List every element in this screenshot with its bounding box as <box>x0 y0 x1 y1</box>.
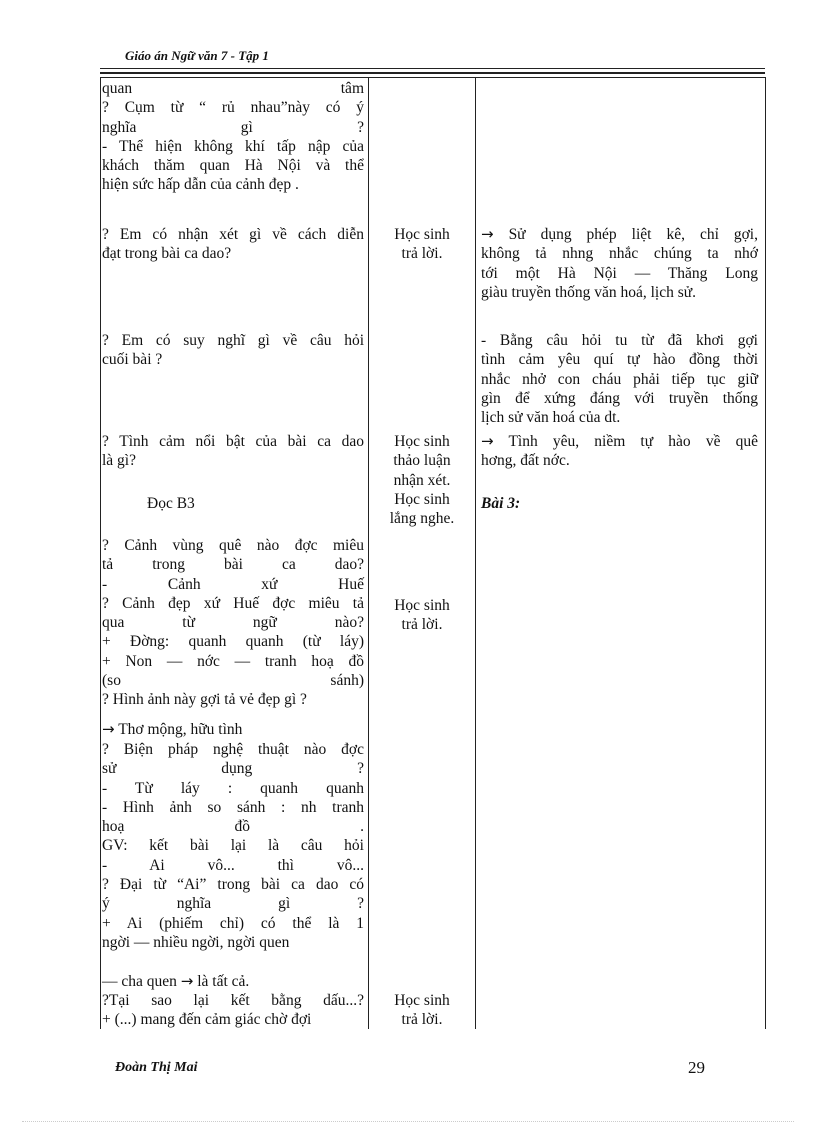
text-line: - Ai vô... thì vô... <box>102 856 364 874</box>
text-line: - Hình ảnh so sánh : nh tranh <box>102 798 364 816</box>
text-line: ? Cụm từ “ rủ nhau”này có ý <box>102 99 364 117</box>
text-line: tình cảm yêu quí tự hào đồng thời <box>481 351 758 369</box>
col1-block-question-expression <box>102 225 364 264</box>
text-line: ? Em có suy nghĩ gì về câu hỏi <box>102 332 364 349</box>
answer-listing-first: Sử dụng phép liệt kê, chỉ gợi, <box>508 226 758 243</box>
text-line: gìn để xứng đáng với truyền thống <box>481 389 758 407</box>
text-line: quan tâm <box>102 80 364 97</box>
text-line: khách thăm quan Hà Nội và thể <box>102 157 364 175</box>
text-line: ? Cảnh đẹp xứ Huế đợc miêu tả <box>102 594 364 612</box>
col1-answer-beauty <box>102 720 242 739</box>
text-line: lắng nghe. <box>389 510 455 528</box>
table-border-right <box>765 77 766 1029</box>
footer-author: Đoàn Thị Mai <box>115 1060 198 1075</box>
header-rule-thin <box>100 68 765 69</box>
table-border-left <box>100 77 101 1029</box>
table-border-col3 <box>475 77 476 1029</box>
text-line: ? Đại từ “Ai” trong bài ca dao có <box>102 876 364 894</box>
col1-block-ellipsis <box>102 991 364 1030</box>
text-line: trả lời. <box>401 1011 443 1029</box>
answer-beauty-text: Thơ mộng, hữu tình <box>118 721 243 738</box>
text-line: là gì? <box>102 452 136 470</box>
arrow-icon: → <box>481 432 494 450</box>
col3-answer-love <box>481 432 758 471</box>
text-line: - Bằng câu hỏi tu từ đã khơi gợi <box>481 332 758 349</box>
text-line: ý nghĩa gì ? <box>102 895 364 913</box>
answer-all-suffix: là tất cả. <box>197 973 250 990</box>
table-top-border <box>100 77 765 78</box>
col1-block-question-ending <box>102 331 364 370</box>
table-border-col2 <box>368 77 369 1029</box>
header-rule-thick <box>100 72 765 74</box>
text-line: nhắc nhở con cháu phải tiếp tục giữ <box>481 370 758 388</box>
text-line: tả trong bài ca dao? <box>102 556 364 574</box>
text-line: qua từ ngữ nào? <box>102 614 364 632</box>
answer-love-first: Tình yêu, niềm tự hào về quê <box>508 433 758 450</box>
text-line: Học sinh <box>394 226 450 243</box>
text-line: không tả nhng nhắc chúng ta nhớ <box>481 245 758 263</box>
text-line: (so sánh) <box>102 672 364 690</box>
col3-section-bai3: Bài 3: <box>481 495 521 512</box>
text-line: ? Biện pháp nghệ thuật nào đợc <box>102 741 364 758</box>
text-line: Học sinh <box>394 597 450 614</box>
col1-block-intro <box>102 79 364 195</box>
text-line: nhận xét. <box>393 471 451 489</box>
text-line: Học sinh <box>394 433 450 450</box>
col1-block-question-feeling <box>102 432 364 471</box>
col1-read-b3: Đọc B3 <box>147 495 195 512</box>
text-line: ? Tình cảm nổi bật của bài ca dao <box>102 433 364 450</box>
text-line: hiện sức hấp dẫn của cảnh đẹp . <box>102 176 299 194</box>
text-line: - Cảnh xứ Huế <box>102 575 364 593</box>
col2-activity-1 <box>371 225 473 264</box>
arrow-icon: → <box>180 972 194 990</box>
col2-activity-2 <box>371 432 473 528</box>
text-line: đạt trong bài ca dao? <box>102 245 232 263</box>
text-line: + (...) mang đến cảm giác chờ đợi <box>102 1011 312 1029</box>
text-line: hoạ đồ . <box>102 818 364 836</box>
text-line: ?Tại sao lại kết bằng dấu...? <box>102 992 364 1009</box>
text-line: tới một Hà Nội — Thăng Long <box>481 264 758 282</box>
page-header-title: Giáo án Ngữ văn 7 - Tập 1 <box>125 48 269 63</box>
page-number: 29 <box>688 1058 705 1077</box>
text-line: ? Cảnh vùng quê nào đợc miêu <box>102 537 364 554</box>
col2-activity-4 <box>371 991 473 1030</box>
text-line: ngời — nhiều ngời, ngời quen <box>102 933 290 951</box>
col2-activity-3 <box>371 596 473 635</box>
text-line: + Đờng: quanh quanh (từ láy) <box>102 633 364 651</box>
answer-all-prefix: — cha quen <box>102 973 177 990</box>
text-line: ? Em có nhận xét gì về cách diễn <box>102 226 364 243</box>
arrow-icon: → <box>481 225 494 243</box>
text-line: lịch sử văn hoá của dt. <box>481 409 621 427</box>
text-line: trả lời. <box>401 245 443 263</box>
col3-answer-rhetorical <box>481 331 758 427</box>
text-line: - Thể hiện không khí tấp nập của <box>102 137 364 155</box>
text-line: cuối bài ? <box>102 351 163 369</box>
text-line: ? Hình ảnh này gợi tả vẻ đẹp gì ? <box>102 691 307 709</box>
answer-love-rest: hơng, đất nớc. <box>481 452 570 470</box>
text-line: Học sinh <box>394 992 450 1009</box>
text-line: giàu truyền thống văn hoá, lịch sử. <box>481 283 697 301</box>
text-line: + Ai (phiếm chỉ) có thể là 1 <box>102 914 364 932</box>
text-line: trả lời. <box>401 616 443 634</box>
text-line: GV: kết bài lại là câu hỏi <box>102 837 364 855</box>
text-line: Học sinh <box>394 490 450 508</box>
col1-block-techniques <box>102 740 364 952</box>
text-line: + Non — nớc — tranh hoạ đồ <box>102 652 364 670</box>
text-line: - Từ láy : quanh quanh <box>102 779 364 797</box>
text-line: sử dụng ? <box>102 760 364 778</box>
text-line: nghĩa gì ? <box>102 118 364 136</box>
col1-answer-all <box>102 972 249 991</box>
page-bottom-divider <box>22 1121 794 1122</box>
col3-answer-listing <box>481 225 758 302</box>
arrow-icon: → <box>102 720 115 738</box>
col1-block-hue <box>102 536 364 710</box>
text-line: thảo luận <box>393 452 451 470</box>
